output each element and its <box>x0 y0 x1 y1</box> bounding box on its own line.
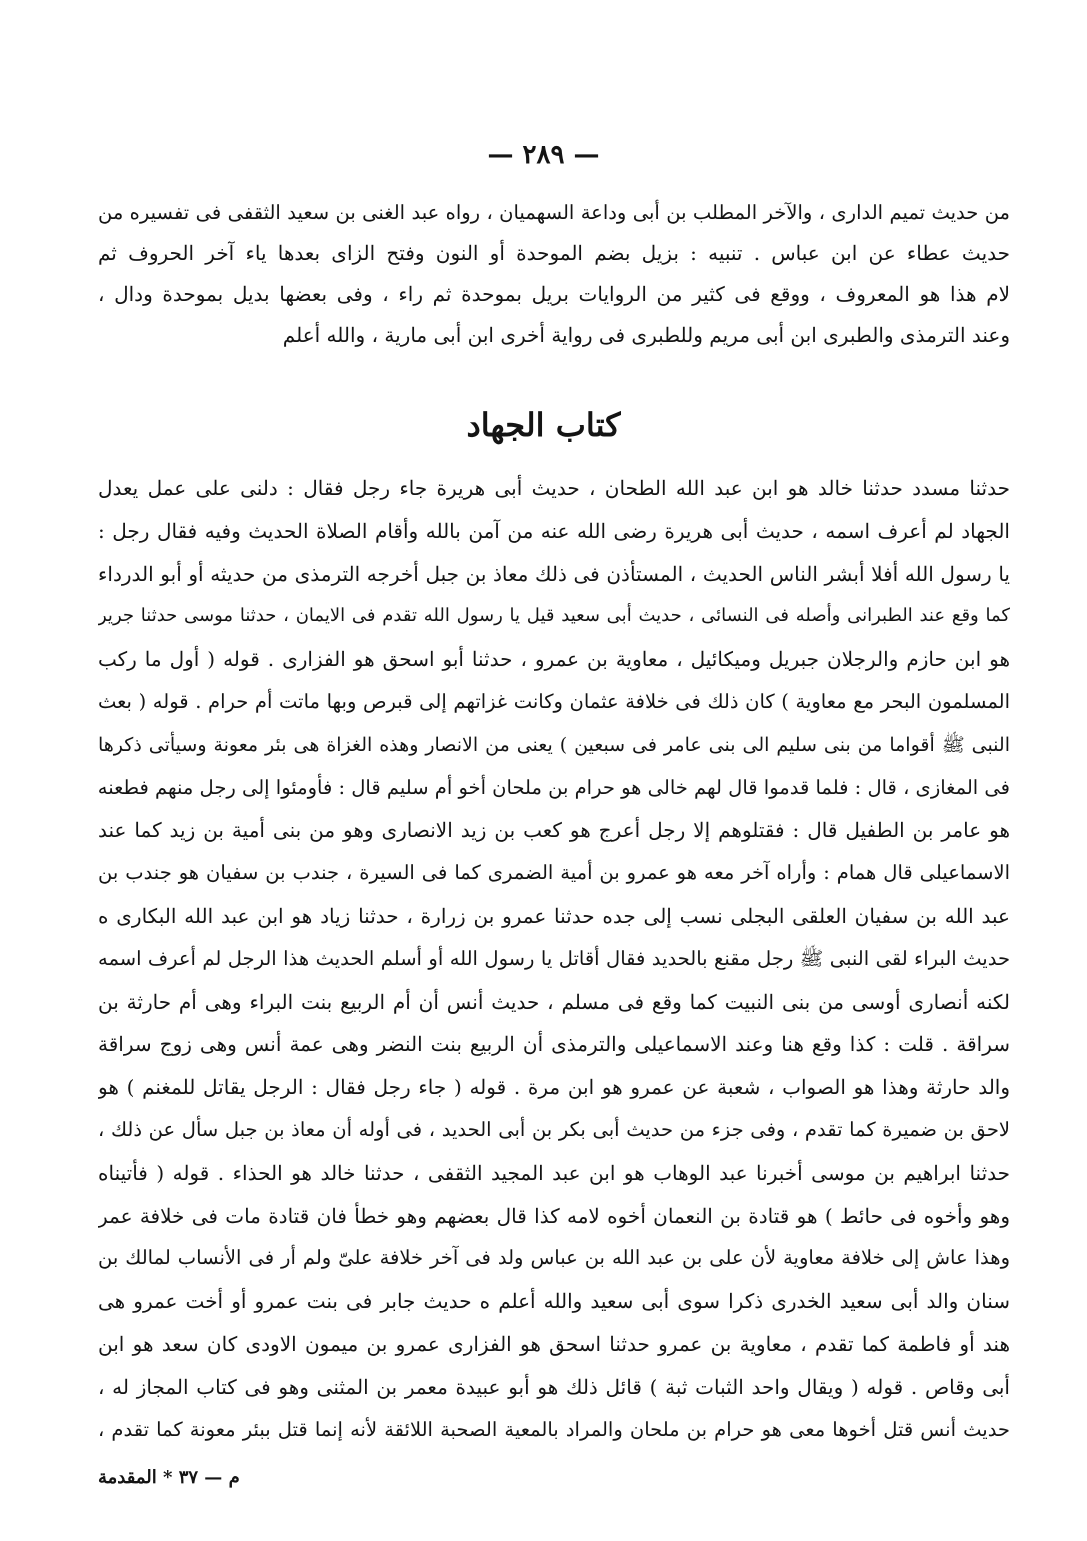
text-line: والد حارثة وهذا هو الصواب ، شعبة عن عمرو هو ابن مرة . قوله ( جاء رجل فقال : الرجل يقاتل للمغنم ) هو <box>98 1075 1010 1100</box>
text-line: لكنه أنصارى أوسى من بنى النبيت كما وقع فى مسلم ، حديث أنس أن أم الربيع بنت البراء وهى أم حارثة بن <box>98 989 1010 1014</box>
intro-paragraph <box>98 192 1010 356</box>
text-line: من حديث تميم الدارى ، والآخر المطلب بن أبى وداعة السهميان ، رواه عبد الغنى بن سعيد الثقفى فى تفسيره من <box>98 201 1010 224</box>
text-line: الاسماعيلى قال همام : وأراه آخر معه هو عمرو بن أمية الضمرى كما فى السيرة ، جندب بن سفيان هو جندب بن <box>98 861 1010 885</box>
text-line: الجهاد لم أعرف اسمه ، حديث أبى هريرة رضى الله عنه من آمن بالله وأقام الصلاة الحديث وفيه فقال رجل : <box>98 518 1010 543</box>
text-line: وهو وأخوه فى حائط ) هو قتادة بن النعمان أخوه لامه كذا قال بعضهم وهو خطأ فان قتادة مات فى خلافة عمر <box>98 1203 1010 1228</box>
text-line: سراقة . قلت : كذا وقع هنا وعند الاسماعيلى والترمذى أن الربيع بنت النضر وهى عمة أنس وهى زوج سراقة <box>98 1032 1010 1057</box>
text-line: أبى وقاص . قوله ( ويقال واحد الثبات ثبة ) قائل ذلك هو أبو عبيدة معمر بن المثنى وهو فى كتاب المجاز له ، <box>98 1374 1010 1399</box>
text-line: سنان والد أبى سعيد الخدرى ذكرا سوى أبى سعيد والله أعلم ه حديث جابر فى بنت عمرو أو أخت عمرو هى <box>98 1289 1010 1314</box>
text-line: حديث أنس قتل أخوها معى هو حرام بن ملحان والمراد بالمعية الصحبة اللائقة لأنه إنما قتل ببئر معونة كما تقدم ، <box>98 1417 1010 1441</box>
text-line: هند أو فاطمة كما تقدم ، معاوية بن عمرو حدثنا اسحق هو الفزارى عمرو بن ميمون الاودى كان سعد هو ابن <box>98 1331 1010 1356</box>
text-line: لام هذا هو المعروف ، ووقع فى كثير من الروايات بريل بموحدة ثم راء ، وفى بعضها بديل بموحدة ودال ، <box>98 282 1010 306</box>
text-line: حدثنا مسدد حدثنا خالد هو ابن عبد الله الطحان ، حديث أبى هريرة جاء رجل فقال : دلنى على عمل يعدل <box>98 476 1010 500</box>
text-line: هو عامر بن الطفيل قال : فقتلوهم إلا رجل أعرج هو كعب بن زيد الانصارى وهو من بنى أمية بن زيد كما عند <box>98 818 1010 843</box>
text-line: وعند الترمذى والطبرى ابن أبى مريم وللطبرى فى رواية أخرى ابن أبى مارية ، والله أعلم <box>282 323 1010 347</box>
text-line: حدثنا ابراهيم بن موسى أخبرنا عبد الوهاب هو ابن عبد المجيد الثقفى ، حدثنا خالد هو الحذاء . قوله ( فأتيناه <box>98 1160 1010 1185</box>
text-line: حديث البراء لقى النبى ﷺ رجل مقنع بالحديد فقال أقاتل يا رسول الله أو أسلم الحديث هذا الرجل لم أعرف اسمه <box>98 946 1010 970</box>
text-line: هو ابن حازم والرجلان جبريل وميكائيل ، معاوية بن عمرو ، حدثنا أبو اسحق هو الفزارى . قوله ( أول ما ركب <box>98 647 1010 672</box>
text-line: فى المغازى ، قال : فلما قدموا قال لهم خالى هو حرام بن ملحان أخو أم سليم قال : فأومئوا إلى رجل منهم فطعنه <box>98 775 1010 799</box>
text-line: كما وقع عند الطبرانى وأصله فى النسائى ، حديث أبى سعيد قيل يا رسول الله تقدم فى الايمان ، حدثنا موسى حدثنا جرير <box>98 605 1010 627</box>
text-line: عبد الله بن سفيان العلقى البجلى نسب إلى جده حدثنا عمرو بن زرارة ، حدثنا زياد هو ابن عبد الله البكارى ه <box>98 903 1010 928</box>
page-number: — ٢٨٩ — <box>487 140 600 170</box>
text-line: وهذا عاش إلى خلافة معاوية لأن على بن عبد الله بن عباس ولد فى آخر خلافة علىّ ولم أر فى الأنساب لمالك بن <box>98 1246 1010 1270</box>
text-line: لاحق بن ضميرة كما تقدم ، وفى جزء من حديث أبى بكر بن أبى الحديد ، فى أوله أن معاذ بن جبل سأل عن ذلك ، <box>98 1117 1010 1141</box>
body-paragraph <box>98 467 1010 1451</box>
page-footer: م — ٣٧ * المقدمة <box>98 1467 240 1488</box>
text-line: المسلمون البحر مع معاوية ) كان ذلك فى خلافة عثمان وكانت غزاتهم إلى قبرص وبها ماتت أم حرام . قوله ( بعث <box>98 689 1010 713</box>
text-line: يا رسول الله أفلا أبشر الناس الحديث ، المستأذن فى ذلك معاذ بن جبل أخرجه الترمذى من حديثه أو أبو الدرداء <box>98 561 1010 586</box>
text-line: النبى ﷺ أقواما من بنى سليم الى بنى عامر فى سبعين ) يعنى من الانصار وهذه الغزاة هى بئر معونة وسيأتى ذكرها <box>98 733 1010 756</box>
text-line: حديث عطاء عن ابن عباس . تنبيه : بزيل بضم الموحدة أو النون وفتح الزاى بعدها ياء آخر الحروف ثم <box>98 241 1010 265</box>
section-title: كتاب الجهاد <box>466 406 621 444</box>
